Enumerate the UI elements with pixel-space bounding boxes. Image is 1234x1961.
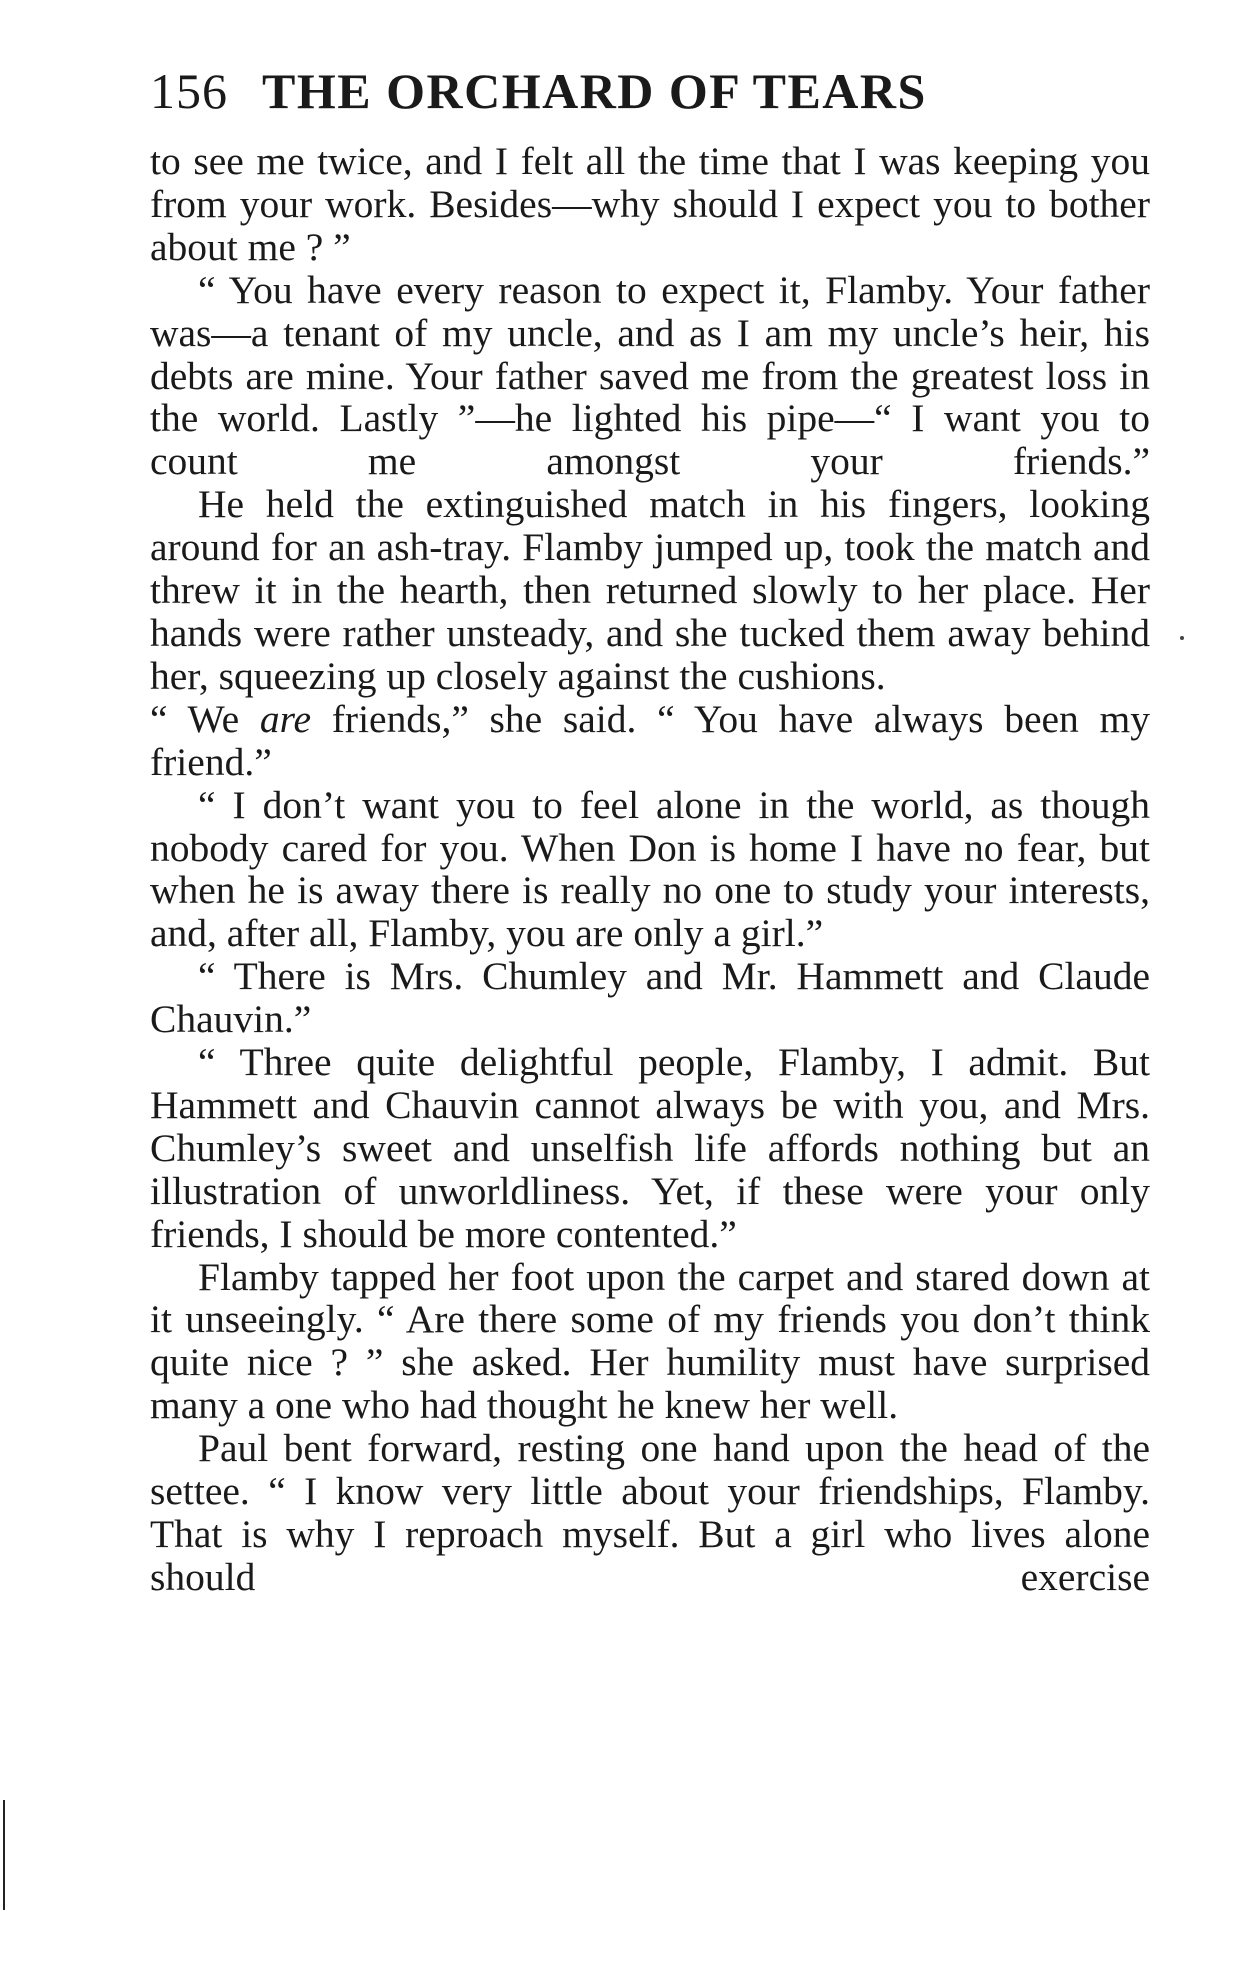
margin-speck [1180, 636, 1184, 640]
paragraph-4 [150, 698, 1150, 784]
binding-edge-mark [3, 1800, 5, 1910]
paragraph-9: Paul bent forward, resting one hand upon the head of the settee. “ I know very little about your friendships, Flamby. That is why I reproach myself. But a girl who lives alone should exercise [150, 1426, 1150, 1599]
paragraph-2: “ You have every reason to expect it, Flamby. Your father was—a tenant of my uncle, and as I am my uncle’s heir, his debts are mine. Your father saved me from the greatest loss in the world. Lastly ”—he lighted his pipe—“ I want you to count me amongst your friends.” [150, 267, 1150, 484]
page-number: 156 [150, 63, 228, 119]
paragraph-6: “ There is Mrs. Chumley and Mr. Hammett and Claude Chauvin.” [150, 954, 1150, 1042]
paragraph-5: “ I don’t want you to feel alone in the world, as though nobody cared for you. When Don is home I have no fear, but when he is away there is really no one to study your interests, and, after all, Flamby, you are only a girl.” [150, 782, 1150, 956]
paragraph-1: to see me twice, and I felt all the time that I was keeping you from your work. Besides—why should I expect you to bother about me ? ” [150, 139, 1150, 269]
page-header [150, 62, 1150, 132]
body-text [150, 140, 1150, 1599]
paragraph-3: He held the extinguished match in his fingers, looking around for an ash-tray. Flamby jumped up, took the match and threw it in the hearth, then returned slowly to her place. Her hands were rather unsteady, and she tucked them away behind her, squeezing up closely against the cushions. [150, 482, 1150, 698]
paragraph-4-start: “ We [150, 696, 260, 741]
running-title: THE ORCHARD OF TEARS [262, 63, 927, 119]
paragraph-4-end: friends,” she said. “ You have always been my friend.” [150, 696, 1150, 784]
paragraph-7: “ Three quite delightful people, Flamby, I admit. But Hammett and Chauvin cannot always be with you, and Mrs. Chumley’s sweet and unselfish life affords nothing but an illustration of unworldliness. Yet, if these were your only friends, I should be more contented.” [150, 1040, 1150, 1256]
paragraph-8: Flamby tapped her foot upon the carpet and stared down at it unseeingly. “ Are there some of my friends you don’t think quite nice ? ” she asked. Her humility must have surprised many a one who had thought he knew her well. [150, 1254, 1150, 1428]
emphasis-are: are [259, 696, 312, 741]
